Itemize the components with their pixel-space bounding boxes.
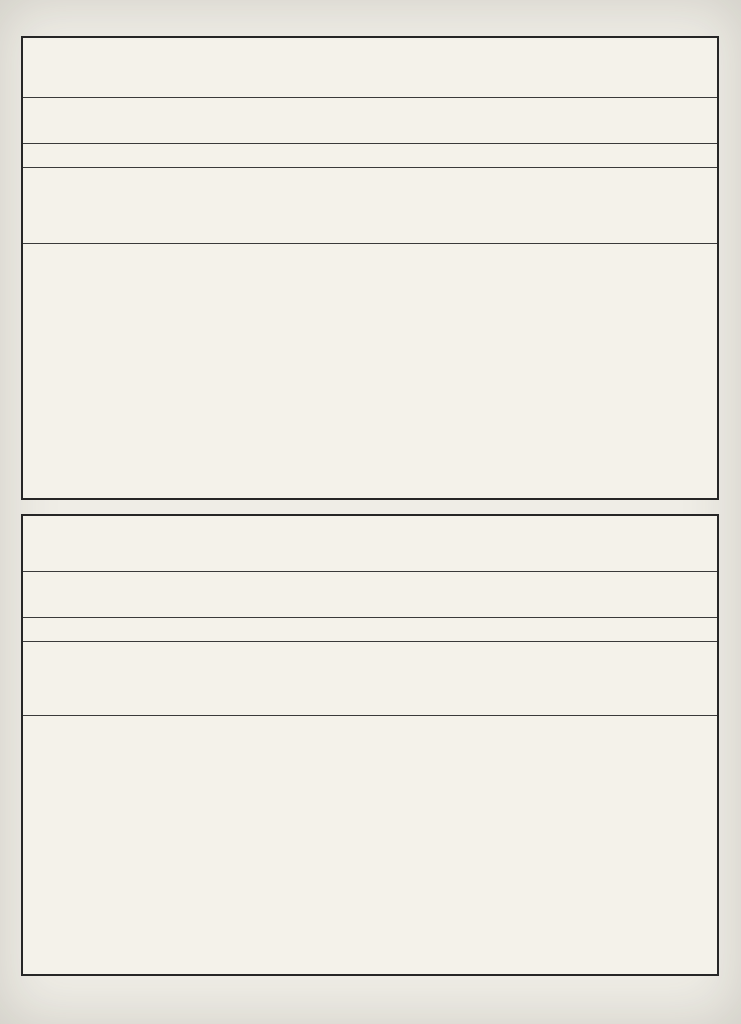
header-cell-address: [23, 716, 717, 974]
row-header-column: [23, 38, 717, 498]
header-cell-name: [23, 38, 717, 98]
row-header-column: [23, 516, 717, 974]
header-cell-age: [23, 618, 717, 642]
header-cell-origin: [23, 642, 717, 716]
roster-table-top: [21, 36, 719, 500]
header-cell-age: [23, 144, 717, 168]
header-cell-alias: [23, 98, 717, 144]
header-cell-address: [23, 244, 717, 498]
roster-table-bottom: [21, 514, 719, 976]
header-cell-origin: [23, 168, 717, 244]
header-cell-name: [23, 516, 717, 572]
header-cell-alias: [23, 572, 717, 618]
